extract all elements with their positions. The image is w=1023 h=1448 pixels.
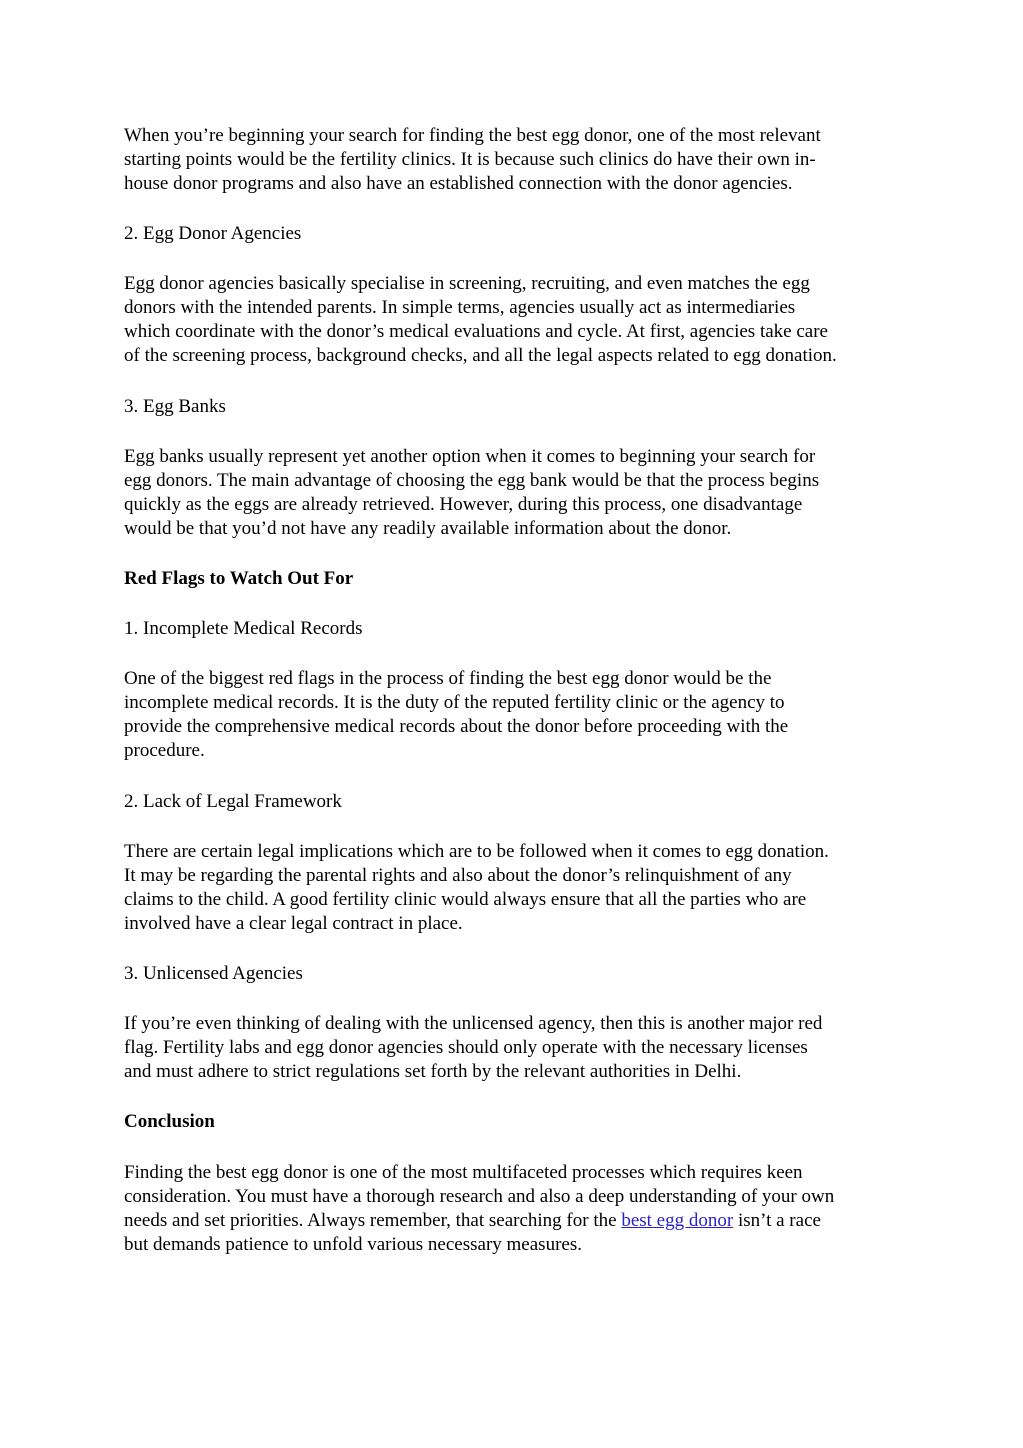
banks-paragraph-line: Egg banks usually represent yet another option when it comes to beginning your search for [124, 446, 816, 467]
records-paragraph-line: One of the biggest red flags in the process of finding the best egg donor would be the [124, 668, 772, 689]
legal-paragraph-line: It may be regarding the parental rights and also about the donor’s relinquishment of any [124, 865, 792, 886]
unlicensed-paragraph-line: and must adhere to strict regulations set forth by the relevant authorities in Delhi. [124, 1061, 742, 1082]
legal-paragraph-line: involved have a clear legal contract in place. [124, 913, 463, 934]
conclusion-text-before-link: needs and set priorities. Always remember, that searching for the [124, 1210, 622, 1231]
intro-paragraph-line: starting points would be the fertility clinics. It is because such clinics do have their own in- [124, 149, 816, 170]
section-title-red-flags: Red Flags to Watch Out For [124, 568, 354, 589]
heading-lack-of-legal-framework: 2. Lack of Legal Framework [124, 791, 342, 812]
heading-egg-banks: 3. Egg Banks [124, 396, 226, 417]
conclusion-paragraph-line: consideration. You must have a thorough research and also a deep understanding of your own [124, 1186, 835, 1207]
heading-egg-donor-agencies: 2. Egg Donor Agencies [124, 223, 302, 244]
records-paragraph-line: incomplete medical records. It is the duty of the reputed fertility clinic or the agency to [124, 692, 785, 713]
conclusion-paragraph-line-with-link [124, 1209, 821, 1233]
heading-unlicensed-agencies: 3. Unlicensed Agencies [124, 963, 303, 984]
legal-paragraph-line: claims to the child. A good fertility clinic would always ensure that all the parties who are [124, 889, 807, 910]
legal-paragraph-line: There are certain legal implications which are to be followed when it comes to egg donation. [124, 841, 829, 862]
agencies-paragraph-line: of the screening process, background checks, and all the legal aspects related to egg donation. [124, 345, 837, 366]
banks-paragraph-line: would be that you’d not have any readily available information about the donor. [124, 518, 732, 539]
section-title-conclusion: Conclusion [124, 1111, 215, 1132]
unlicensed-paragraph-line: If you’re even thinking of dealing with the unlicensed agency, then this is another major red [124, 1013, 823, 1034]
banks-paragraph-line: egg donors. The main advantage of choosing the egg bank would be that the process begins [124, 470, 820, 491]
best-egg-donor-link[interactable]: best egg donor [621, 1210, 734, 1231]
heading-incomplete-medical-records: 1. Incomplete Medical Records [124, 618, 363, 639]
agencies-paragraph-line: donors with the intended parents. In simple terms, agencies usually act as intermediaries [124, 297, 796, 318]
unlicensed-paragraph-line: flag. Fertility labs and egg donor agencies should only operate with the necessary licenses [124, 1037, 808, 1058]
intro-paragraph-line: house donor programs and also have an established connection with the donor agencies. [124, 173, 793, 194]
banks-paragraph-line: quickly as the eggs are already retrieved. However, during this process, one disadvantage [124, 494, 803, 515]
records-paragraph-line: provide the comprehensive medical records about the donor before proceeding with the [124, 716, 789, 737]
conclusion-text-after-link: isn’t a race [733, 1210, 821, 1231]
conclusion-paragraph-line: but demands patience to unfold various necessary measures. [124, 1234, 582, 1255]
conclusion-paragraph-line: Finding the best egg donor is one of the most multifaceted processes which requires keen [124, 1162, 803, 1183]
intro-paragraph-line: When you’re beginning your search for finding the best egg donor, one of the most relevant [124, 125, 821, 146]
agencies-paragraph-line: which coordinate with the donor’s medical evaluations and cycle. At first, agencies take care [124, 321, 828, 342]
agencies-paragraph-line: Egg donor agencies basically specialise in screening, recruiting, and even matches the egg [124, 273, 810, 294]
records-paragraph-line: procedure. [124, 740, 205, 761]
